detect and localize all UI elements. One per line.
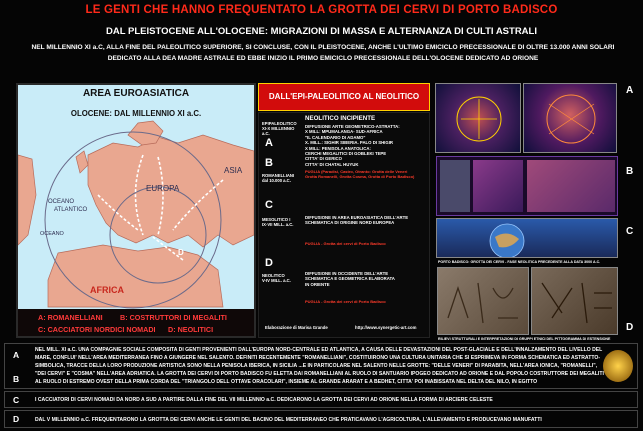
logo-icon: [603, 350, 633, 382]
subtitle: DAL PLEISTOCENE ALL'OLOCENE: MIGRAZIONI DI MASSA E ALTERNANZA DI CULTI ASTRALI: [106, 26, 537, 37]
label-asia: ASIA: [224, 166, 243, 175]
area-title: AREA EUROASIATICA: [82, 88, 190, 99]
row-c-period: MESOLITICO I IX-VII MILL. a.C.: [262, 217, 294, 227]
gallery-letter-d: D: [626, 322, 634, 333]
area-subtitle: OLOCENE: DAL MILLENNIO XI a.C.: [70, 109, 202, 118]
row-b-letter: B: [265, 157, 273, 169]
land-africa: [48, 245, 223, 307]
gallery-letter-c: C: [626, 226, 634, 237]
row-a-period: EPIPALEOLITICO XI-X MILLENNIO a.C.: [262, 121, 297, 136]
image-d2: [531, 267, 618, 335]
legend-c: C: CACCIATORI NORDICI NOMADI: [38, 325, 156, 334]
caption-d: RILIEVI STRUTTURALI E INTERPRETAZIONI DI GRUPPI ETNICI DEL PITTOGRAMMA DI ESTENSIONE: [438, 337, 611, 341]
legend-d: D: NEOLITICI: [168, 325, 214, 334]
row-a-letter: A: [265, 137, 273, 149]
bottom-row-c: [4, 391, 638, 408]
bottom-row-d: [4, 410, 638, 428]
bottom-text-c: I CACCIATORI DI CERVI NOMADI DA NORD A SUD A PARTIRE DALLA FINE DEL VII MILLENNIO a.C. DEDICARONO LA GROTTA DEI CERVI AD ORIONE NELLA FORMA DI ARCIERE CELESTE: [35, 397, 493, 403]
website-link[interactable]: http://www.synergetic-art.com: [355, 325, 417, 330]
main-title: LE GENTI CHE HANNO FREQUENTATO LA GROTTA DEI CERVI DI PORTO BADISCO: [85, 4, 558, 16]
map-panel: [16, 83, 256, 338]
image-b: [436, 156, 618, 216]
row-d-text: DIFFUSIONE IN OCCIDENTE DELL'ARTE SCHEMATICA E GEOMETRICA ELABORATA IN ORIENTE: [305, 271, 395, 287]
image-a1: [435, 83, 521, 153]
row-a-text: DIFFUSIONE ARTE GEOMETRICO-ASTRATTA: X MILL: MPUMALANGA- SUD-AFRICA "IL CALENDARIO DI ADAMO" X. MILL.: SIGHIR SIBERIA. PALO DI SHIGIR X MILL: PENISOLA ANATOLICA: CERCHI MEGALITICI DI GOBLEKI TEPE CITTA' DI GERICO CITTA' DI CHATAL HUYUK: [305, 124, 400, 167]
row-d-period: NEOLITICO V-IV MILL. a.C.: [262, 273, 291, 283]
euroasia-map: [18, 85, 254, 336]
row-c-letter: C: [265, 199, 273, 211]
label-oceano: OCEANO: [48, 199, 75, 205]
label-europa: EUROPA: [146, 184, 180, 193]
map-legend: [18, 309, 254, 338]
timeline-header: DALL'EPI-PALEOLITICO AL NEOLITICO: [258, 83, 430, 111]
legend-a: A: ROMANELLIANI: [38, 313, 103, 322]
label-africa: AFRICA: [90, 285, 124, 295]
row-d-red: PUGLIA - Grotta dei cervi di Porto Badisco: [305, 299, 386, 304]
gallery-letter-b: B: [626, 166, 634, 177]
bottom-letter-a: A: [13, 350, 20, 360]
land-britain: [76, 151, 88, 173]
image-c: [436, 218, 618, 258]
row-c-red: PUGLIA - Grotta dei cervi di Porto Badisco: [305, 241, 386, 246]
caption-c: PORTO BADISCO: GROTTA DEI CERVI - FASE NEOLITICA PRECEDENTE ALLA DATA 3000 A.C.: [438, 260, 601, 264]
row-d-letter: D: [265, 257, 273, 269]
image-d1: [437, 267, 529, 335]
land-america: [18, 155, 36, 245]
bottom-text-a: NEL MILL. XI a.C. UNA COMPAGNIE SOCIALE COMPOSITA DI GENTI PROVENIENTI DALL'EUROPA NORD-CENTRALE ED ATLANTICA, A CAUSA DELLE DEVASTAZIONI DEL POST-GLACIALE E DELL'INNALZAMENTO DEL LIVELLO DEL MARE, CONFLUI' NELL'AREA MEDITERRANEA FINO A GIUNGERE NEL SALENTO. DEFINITI RECENTEMENTE "ROMANELLIANI", COSTITUIRONO UNA CULTURA UNITARIA CHE SI ESPRIMEVA IN FORMA SCHEMATICA ED ASTRATTO-SIMBOLICA, TRACCE DELLA LORO PRODUZIONE ARTISTICA SONO NELLA PENISOLA IBERICA, IN SICILIA ...E IN PARTICOLARE NEL SALENTO NELLE GROTTE: "DELLE VENERI" DI PARABITA, NELL'AREA IONICA, "ROMANELLI", "DEI CERVI" E "COSMA" NELL'AREA ADRIATICA. LA GROTTA DEI CERVI DI PORTO BADISCO FU ELETTA DAI ROMANELLIANI AL RUOLO DI SANTUARIO IPOGEO DEDICATO AD ORIONE E DAL POPOLO COSTRUTTORE DEI MEGALITI AL RUOLO DI ESTREMO OVEST DELLA PRIMA CORDA DEL "TRIANGOLO DELL OTTAVE ORACOLARI", INSIEME AL GRANDE ARARAT E A BEDHET, CITTA' POI INABISSATA NEL DELTA DEL NILO, IN EGITTO: [35, 347, 604, 385]
row-b-period: ROMANELLIANI dal 10.000 a.C.: [262, 173, 295, 183]
timeline-panel: [258, 112, 430, 338]
credit: Elaborazione di Marisa Grande: [265, 325, 328, 330]
bottom-letter-c: C: [13, 395, 20, 405]
intro-text: NEL MILLENNIO XI a.C, ALLA FINE DEL PALEOLITICO SUPERIORE, SI CONCLUSE, CON IL PLEISTOCENE, ANCHE L'ULTIMO EMICICLO PRECESSIONALE DI OLTRE 13.000 ANNI SOLARI DEDICATO ALLA DEA MADRE ASTRALE ED EBBE INIZIO IL PRIMO EMICICLO PRECESSIONALE DELL'OLOCENE DEDICATO AD ORIONE: [31, 44, 615, 62]
gallery-letter-a: A: [626, 85, 634, 96]
row-a-red: PUGLIA (Paradisi, Castro, Otranto: Grotta delle Veneri Grotta Romanelli, Grotta Cosma, Grotta di Porto Badisco): [305, 169, 415, 179]
bottom-text-b: LA GROTTA DEI CERVI DI PORTO BADISCO FU ELETTA DAI ROMANELLIANI AL RUOLO DI SANTUARIO IPOGEO DEDICATO AD ORIONE E DAL POPOLO COSTRUTTORE DEI MEGALITI AL RUOLO DI ESTREMO OVEST DELLA PRIMA CORDA DEL "TRIANGOLO DELL OTTAVE ORACOLARI", INSIEME AL GRANDE ARARAT E A BEDHET, CITTA' POI INABISSATA NEL DELTA DEL NILO, IN EGITTO: [35, 371, 604, 385]
bottom-letter-b: B: [13, 374, 20, 384]
label-oceano-2: OCEANO: [40, 231, 64, 237]
bottom-text-d: DAL V MILLENNIO a.C. FREQUENTARONO LA GROTTA DEI CERVI ANCHE LE GENTI DEL BACINO DEL MEDITERRANEO CHE PRATICAVANO L'AGRICOLTURA, L'ALLEVAMENTO E PRODUCEVANO MANUFATTI: [35, 417, 542, 423]
row-a-title: NEOLITICO INCIPIENTE: [305, 115, 376, 122]
row-c-text: DIFFUSIONE IN AREA EUROASIATICA DELL'ARTE SCHEMATICA DI ORIGINE NORD EUROPEA: [305, 215, 409, 226]
bottom-row-ab: [4, 343, 638, 389]
image-a2: [523, 83, 617, 153]
bottom-letter-d: D: [13, 414, 20, 424]
label-d: D: [178, 248, 184, 257]
label-atlantico: ATLANTICO: [54, 207, 88, 213]
legend-b: B: COSTRUTTORI DI MEGALITI: [120, 313, 227, 322]
